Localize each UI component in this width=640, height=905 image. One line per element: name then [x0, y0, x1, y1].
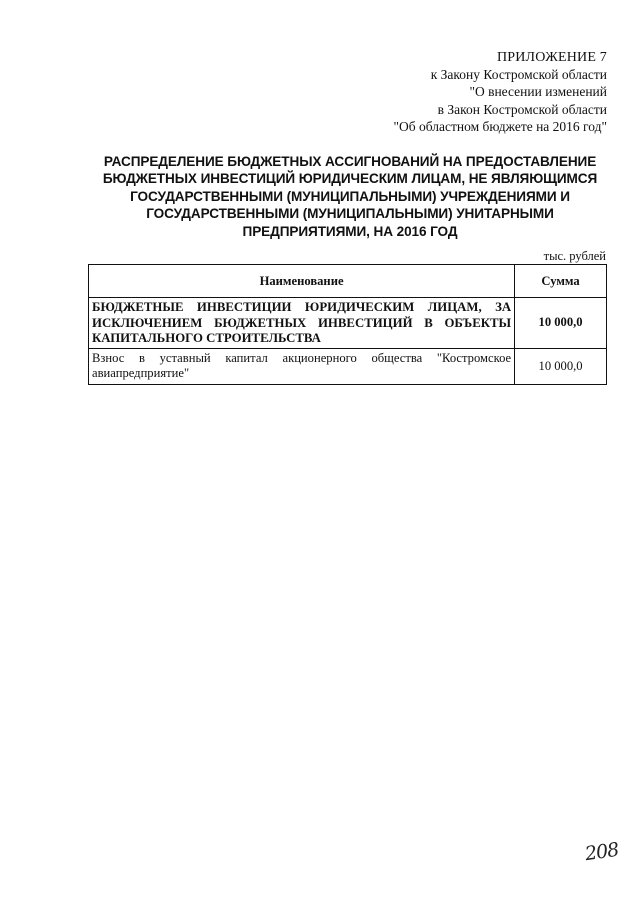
row-name: Взнос в уставный капитал акционерного общества "Костромское авиапредприятие": [89, 348, 515, 384]
row-sum: 10 000,0: [515, 348, 607, 384]
unit-label: тыс. рублей: [543, 249, 606, 263]
title-line: РАСПРЕДЕЛЕНИЕ БЮДЖЕТНЫХ АССИГНОВАНИЙ НА ПРЕДОСТАВЛЕНИЕ: [103, 154, 597, 169]
table-row: [89, 348, 607, 384]
document-title: [80, 153, 620, 240]
appendix-header: [394, 49, 608, 135]
table-header-row: [89, 265, 607, 298]
title-line: ПРЕДПРИЯТИЯМИ, НА 2016 ГОД: [242, 223, 458, 239]
header-sum: Сумма: [515, 265, 607, 298]
table-row: [89, 298, 607, 349]
title-line: ГОСУДАРСТВЕННЫМИ (МУНИЦИПАЛЬНЫМИ) УНИТАРНЫМИ: [146, 206, 554, 222]
appendix-line: "Об областном бюджете на 2016 год": [393, 118, 607, 134]
appendix-line: в Закон Костромской области: [437, 101, 607, 117]
appendix-line: к Закону Костромской области: [430, 67, 607, 83]
budget-table: [88, 264, 607, 385]
header-name: Наименование: [89, 265, 515, 298]
title-line: ГОСУДАРСТВЕННЫМИ (МУНИЦИПАЛЬНЫМИ) УЧРЕЖДЕНИЯМИ И: [130, 188, 570, 204]
row-sum: 10 000,0: [515, 298, 607, 349]
appendix-line: "О внесении изменений: [469, 84, 607, 100]
appendix-number: ПРИЛОЖЕНИЕ 7: [496, 50, 607, 65]
handwritten-page-number: 208: [583, 838, 620, 866]
title-line: БЮДЖЕТНЫХ ИНВЕСТИЦИЙ ЮРИДИЧЕСКИМ ЛИЦАМ, НЕ ЯВЛЯЮЩИМСЯ: [102, 171, 598, 187]
row-name: БЮДЖЕТНЫЕ ИНВЕСТИЦИИ ЮРИДИЧЕСКИМ ЛИЦАМ, ЗА ИСКЛЮЧЕНИЕМ БЮДЖЕТНЫХ ИНВЕСТИЦИЙ В ОБЪЕКТЫ КАПИТАЛЬНОГО СТРОИТЕЛЬСТВА: [89, 298, 515, 349]
